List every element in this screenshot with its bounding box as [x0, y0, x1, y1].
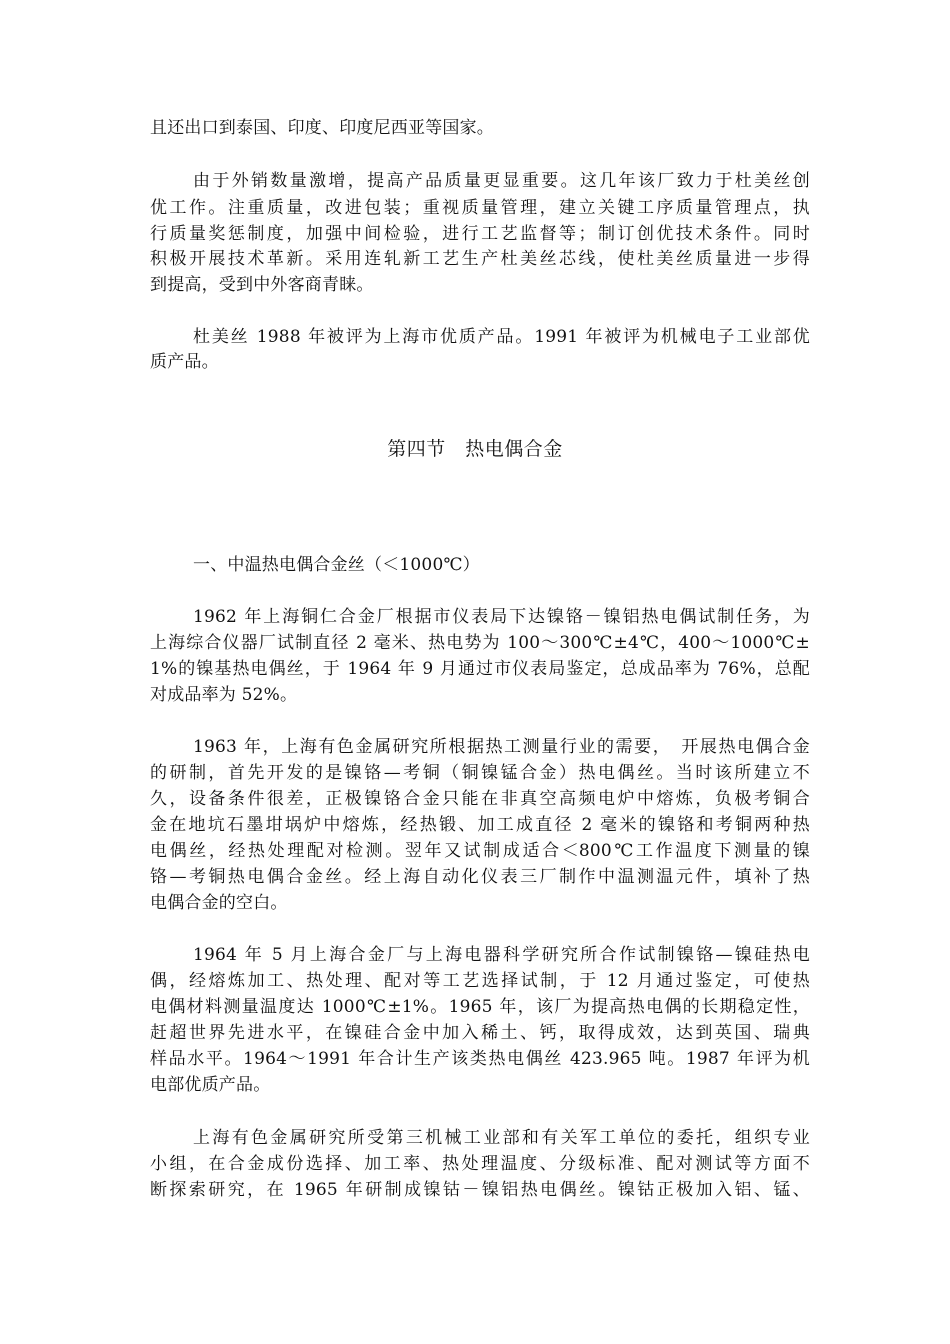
paragraph-continuation-line: 且还出口到泰国、印度、印度尼西亚等国家。	[150, 118, 494, 138]
paragraph-line: 电偶材料测量温度达 1000℃±1%。1965 年，该厂为提高热电偶的长期稳定性，	[150, 997, 810, 1017]
paragraph-line: 1%的镍基热电偶丝，于 1964 年 9 月通过市仪表局鉴定，总成品率为 76%，总配	[150, 659, 810, 679]
paragraph-line: 久，设备条件很差，正极镍铬合金只能在非真空高频电炉中熔炼，负极考铜合	[150, 789, 810, 809]
section-title: 第四节 热电偶合金	[387, 438, 563, 460]
paragraph-line: 小组，在合金成份选择、加工率、热处理温度、分级标准、配对测试等方面不	[150, 1154, 810, 1174]
paragraph-line: 由于外销数量激增，提高产品质量更显重要。这几年该厂致力于杜美丝创	[193, 171, 810, 191]
paragraph-line: 行质量奖惩制度，加强中间检验，进行工艺监督等；制订创优技术条件。同时	[150, 224, 810, 244]
paragraph-line: 断探索研究，在 1965 年研制成镍钴－镍铝热电偶丝。镍钴正极加入铝、锰、	[150, 1180, 810, 1200]
paragraph-line: 质产品。	[150, 352, 219, 372]
subsection-title: 一、中温热电偶合金丝（＜1000℃）	[193, 555, 480, 575]
paragraph-line: 的研制，首先开发的是镍铬—考铜（铜镍锰合金）热电偶丝。当时该所建立不	[150, 763, 810, 783]
paragraph-line: 优工作。注重质量，改进包装；重视质量管理，建立关键工序质量管理点，执	[150, 198, 810, 218]
paragraph-line: 偶，经熔炼加工、热处理、配对等工艺选择试制，于 12 月通过鉴定，可使热	[150, 971, 810, 991]
paragraph-line: 1963 年，上海有色金属研究所根据热工测量行业的需要， 开展热电偶合金	[193, 737, 810, 757]
paragraph-line: 1962 年上海铜仁合金厂根据市仪表局下达镍铬－镍铝热电偶试制任务，为	[193, 607, 810, 627]
paragraph-line: 样品水平。1964～1991 年合计生产该类热电偶丝 423.965 吨。1987 年评为机	[150, 1049, 810, 1069]
paragraph-line: 对成品率为 52%。	[150, 685, 298, 705]
paragraph-line: 上海综合仪器厂试制直径 2 毫米、热电势为 100～300℃±4℃，400～1000℃±	[150, 633, 810, 653]
paragraph-line: 积极开展技术革新。采用连轧新工艺生产杜美丝芯线，使杜美丝质量进一步得	[150, 249, 810, 269]
paragraph-line: 1964 年 5 月上海合金厂与上海电器科学研究所合作试制镍铬—镍硅热电	[193, 945, 810, 965]
paragraph-line: 铬—考铜热电偶合金丝。经上海自动化仪表三厂制作中温测温元件，填补了热	[150, 867, 810, 887]
paragraph-line: 赶超世界先进水平，在镍硅合金中加入稀土、钙，取得成效，达到英国、瑞典	[150, 1023, 810, 1043]
paragraph-line: 到提高，受到中外客商青睐。	[150, 275, 374, 295]
paragraph-line: 电部优质产品。	[150, 1075, 271, 1095]
paragraph-line: 电偶丝，经热处理配对检测。翌年又试制成适合＜800℃工作温度下测量的镍	[150, 841, 810, 861]
paragraph-line: 电偶合金的空白。	[150, 893, 288, 913]
paragraph-line: 上海有色金属研究所受第三机械工业部和有关军工单位的委托，组织专业	[193, 1128, 810, 1148]
paragraph-line: 杜美丝 1988 年被评为上海市优质产品。1991 年被评为机械电子工业部优	[193, 327, 810, 347]
paragraph-line: 金在地坑石墨坩埚炉中熔炼，经热锻、加工成直径 2 毫米的镍铬和考铜两种热	[150, 815, 810, 835]
